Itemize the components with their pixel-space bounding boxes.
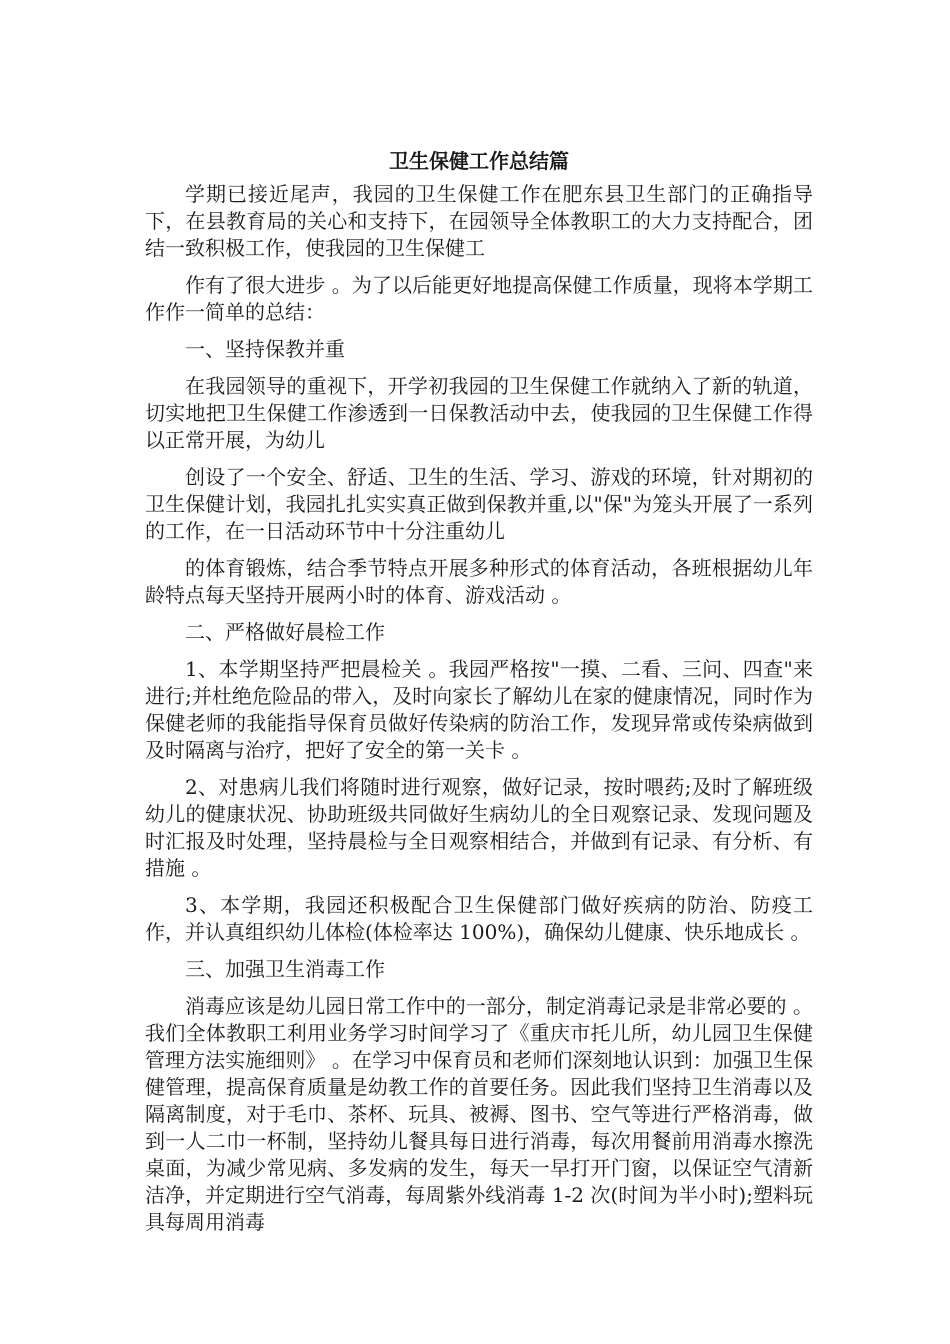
section-heading: 二、严格做好晨检工作: [185, 620, 385, 644]
paragraph: 创设了一个安全、舒适、卫生的生活、学习、游戏的环境，针对期初的卫生保健计划，我园扎扎实实真正做到保教并重,以"保"为笼头开展了一系列的工作，在一日活动环节中十分注重幼儿: [145, 465, 813, 543]
paragraph: 3、本学期，我园还积极配合卫生保健部门做好疾病的防治、防疫工作，并认真组织幼儿体检(体检率达 100%)，确保幼儿健康、快乐地成长 。: [145, 893, 813, 944]
section-heading: 三、加强卫生消毒工作: [185, 957, 385, 981]
section-heading: 一、坚持保教并重: [185, 337, 345, 361]
paragraph: 消毒应该是幼儿园日常工作中的一部分，制定消毒记录是非常必要的 。我们全体教职工利用业务学习时间学习了《重庆市托儿所，幼儿园卫生保健管理方法实施细则》 。在学习中保育员和老师们深刻地认识到：加强卫生保健管理，提高保育质量是幼教工作的首要任务。因此我们坚持卫生消毒以及隔离制度，对于毛巾、茶杯、玩具、被褥、图书、空气等进行严格消毒，做到一人二巾一杯制，坚持幼儿餐具每日进行消毒，每次用餐前用消毒水擦洗桌面，为减少常见病、多发病的发生，每天一早打开门窗，以保证空气清新洁净，并定期进行空气消毒，每周紫外线消毒 1-2 次(时间为半小时);塑料玩具每周用消毒: [145, 994, 813, 1234]
paragraph: 作有了很大进步 。为了以后能更好地提高保健工作质量，现将本学期工作作一简单的总结：: [145, 273, 813, 324]
paragraph: 的体育锻炼，结合季节特点开展多种形式的体育活动，各班根据幼儿年龄特点每天坚持开展两小时的体育、游戏活动 。: [145, 556, 813, 607]
paragraph: 在我园领导的重视下，开学初我园的卫生保健工作就纳入了新的轨道，切实地把卫生保健工作渗透到一日保教活动中去，使我园的卫生保健工作得以正常开展，为幼儿: [145, 374, 813, 452]
document-body: [145, 148, 813, 1246]
paragraph: 学期已接近尾声，我园的卫生保健工作在肥东县卫生部门的正确指导下，在县教育局的关心和支持下，在园领导全体教职工的大力支持配合，团结一致积极工作，使我园的卫生保健工: [145, 182, 813, 260]
document-title: 卫生保健工作总结篇: [389, 149, 569, 173]
paragraph: 1、本学期坚持严把晨检关 。我园严格按"一摸、二看、三问、四查"来进行;并杜绝危险品的带入，及时向家长了解幼儿在家的健康情况，同时作为保健老师的我能指导保育员做好传染病的防治工作，发现异常或传染病做到及时隔离与治疗，把好了安全的第一关卡 。: [145, 657, 813, 762]
paragraph: 2、对患病儿我们将随时进行观察，做好记录，按时喂药;及时了解班级幼儿的健康状况、协助班级共同做好生病幼儿的全日观察记录、发现问题及时汇报及时处理，坚持晨检与全日观察相结合，并做到有记录、有分析、有措施 。: [145, 775, 813, 880]
